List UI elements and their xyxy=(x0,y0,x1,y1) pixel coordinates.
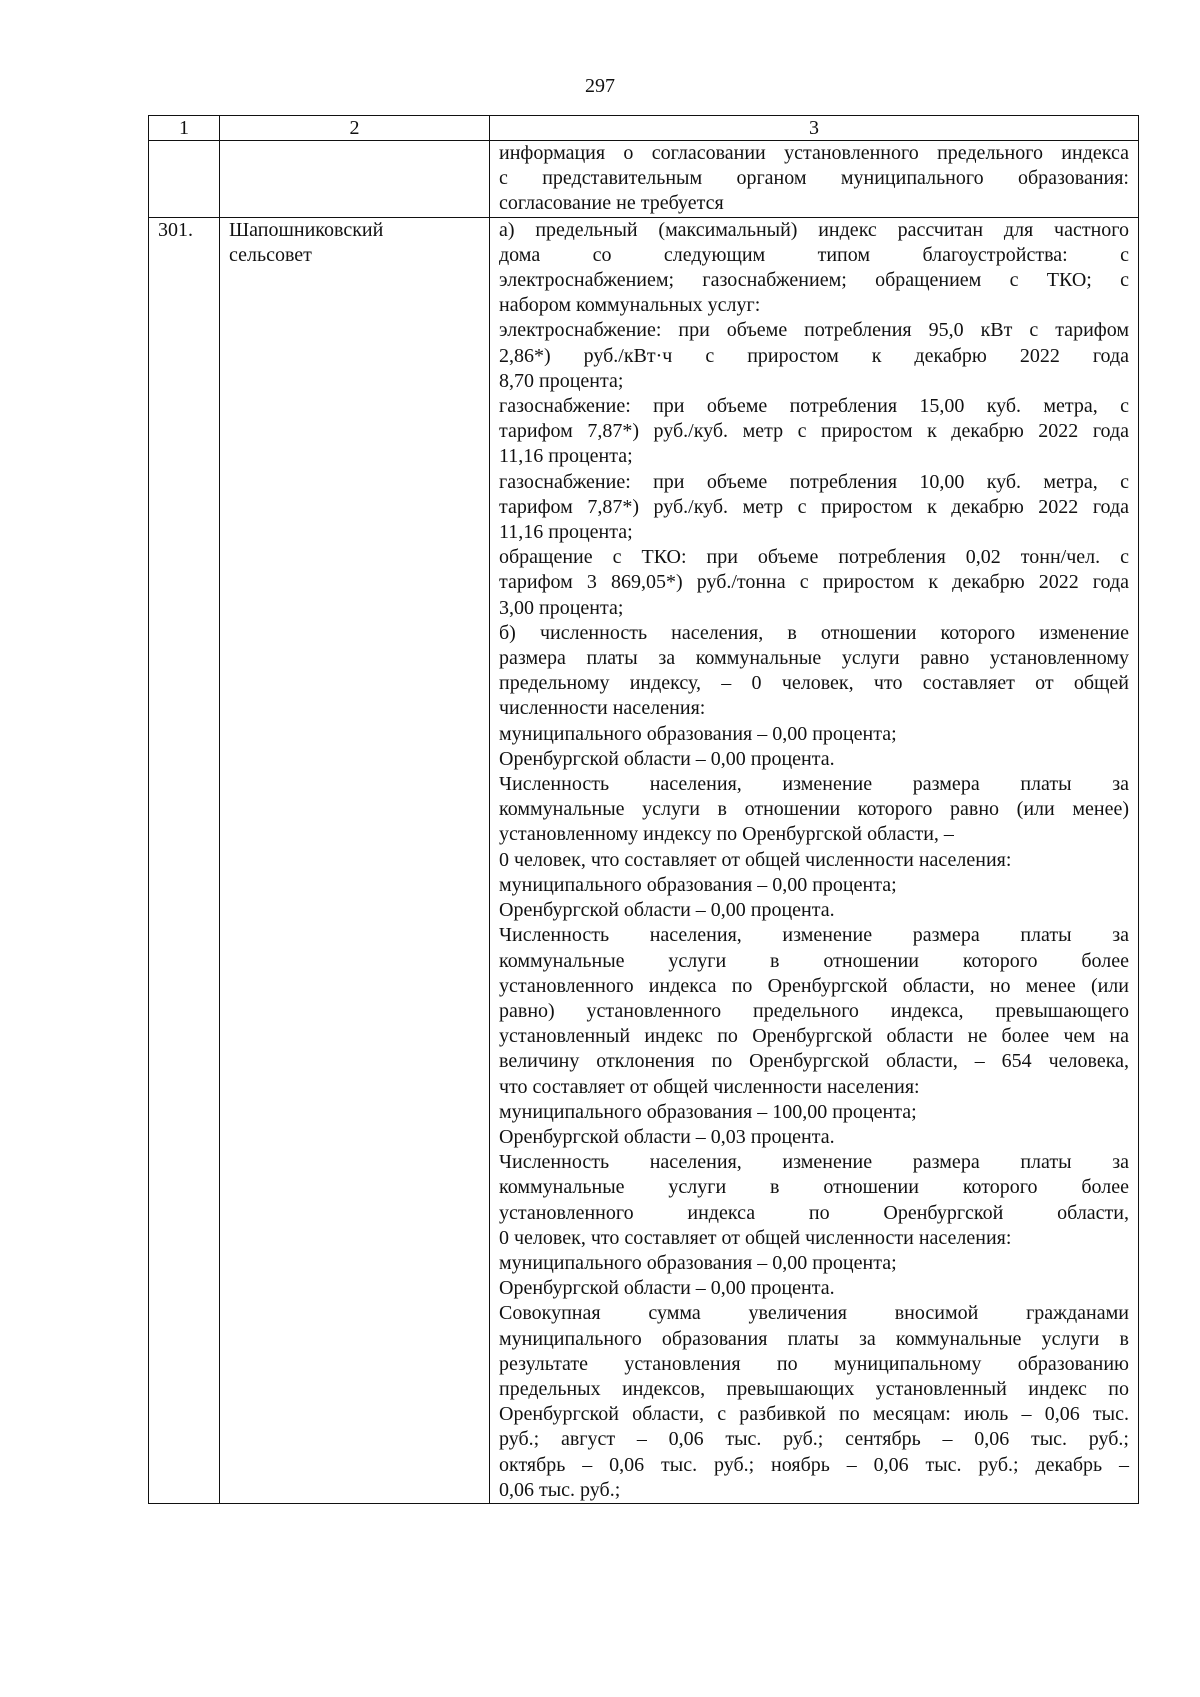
description-line: с представительным органом муниципального образования: xyxy=(499,167,1129,190)
description-line: тарифом 7,87*) руб./куб. метр с приростом к декабрю 2022 года xyxy=(499,420,1129,443)
description-line: дома со следующим типом благоустройства: с xyxy=(499,243,1129,266)
description-line: величину отклонения по Оренбургской области, – 654 человека, xyxy=(499,1050,1129,1073)
description-line: муниципального образования – 0,00 процента; xyxy=(499,873,897,896)
description-line: 0,06 тыс. руб.; xyxy=(499,1478,621,1501)
description-line: газоснабжение: при объеме потребления 15,00 куб. метра, с xyxy=(499,395,1129,418)
description-line: 8,70 процента; xyxy=(499,369,624,392)
description-cell xyxy=(490,141,1139,218)
description-line: Оренбургской области, с разбивкой по месяцам: июль – 0,06 тыс. xyxy=(499,1403,1129,1426)
description-line: муниципального образования – 0,00 процента; xyxy=(499,1251,897,1274)
description-line: равно) установленного предельного индекса, превышающего xyxy=(499,999,1129,1022)
description-line: установленному индексу по Оренбургской области, – xyxy=(499,823,954,846)
description-line: установленного индекса по Оренбургской области, но менее (или xyxy=(499,974,1129,997)
document-table xyxy=(148,115,1139,1504)
row-number-cell xyxy=(149,141,220,218)
description-cell xyxy=(490,217,1139,1503)
description-line: Численность населения, изменение размера платы за xyxy=(499,773,1129,796)
page-number: 297 xyxy=(585,75,615,97)
column-header-2: 2 xyxy=(220,116,490,141)
description-line: численности населения: xyxy=(499,697,706,720)
description-line: предельных индексов, превышающих установленный индекс по xyxy=(499,1377,1129,1400)
description-line: коммунальные услуги в отношении которого равно (или менее) xyxy=(499,798,1129,821)
description-line: информация о согласовании установленного предельного индекса xyxy=(499,142,1129,164)
description-line: обращение с ТКО: при объеме потребления 0,02 тонн/чел. с xyxy=(499,546,1129,569)
description-line: Оренбургской области – 0,03 процента. xyxy=(499,1125,835,1148)
description-line: 11,16 процента; xyxy=(499,521,633,544)
description-line: 0 человек, что составляет от общей численности населения: xyxy=(499,1226,1012,1249)
table-header-row xyxy=(149,116,1139,141)
description-line: муниципального образования – 0,00 процента; xyxy=(499,722,897,745)
description-line: 11,16 процента; xyxy=(499,445,633,468)
description-line: октябрь – 0,06 тыс. руб.; ноябрь – 0,06 тыс. руб.; декабрь – xyxy=(499,1453,1129,1476)
description-line: Численность населения, изменение размера платы за xyxy=(499,924,1129,947)
description-line: что составляет от общей численности населения: xyxy=(499,1075,920,1098)
municipality-name-line: Шапошниковский xyxy=(229,218,384,241)
description-line: 0 человек, что составляет от общей численности населения: xyxy=(499,848,1012,871)
column-header-1: 1 xyxy=(149,116,220,141)
description-line: муниципального образования платы за коммунальные услуги в xyxy=(499,1327,1129,1350)
description-line: б) численность населения, в отношении которого изменение xyxy=(499,621,1129,644)
description-line: установленный индекс по Оренбургской области не более чем на xyxy=(499,1025,1129,1048)
column-header-3: 3 xyxy=(490,116,1139,141)
description-line: газоснабжение: при объеме потребления 10,00 куб. метра, с xyxy=(499,470,1129,493)
table-row xyxy=(149,141,1139,218)
description-line: электроснабжение: при объеме потребления 95,0 кВт с тарифом xyxy=(499,319,1129,342)
description-line: электроснабжением; газоснабжением; обращением с ТКО; с xyxy=(499,269,1129,292)
description-line: Совокупная сумма увеличения вносимой гражданами xyxy=(499,1302,1129,1325)
municipality-name-line: сельсовет xyxy=(229,243,312,266)
description-line: тарифом 3 869,05*) руб./тонна с приростом к декабрю 2022 года xyxy=(499,571,1129,594)
description-line: предельному индексу, – 0 человек, что составляет от общей xyxy=(499,672,1129,695)
row-number-cell: 301. xyxy=(149,217,220,1503)
description-line: 2,86*) руб./кВт·ч с приростом к декабрю 2022 года xyxy=(499,344,1129,367)
description-line: тарифом 7,87*) руб./куб. метр с приростом к декабрю 2022 года xyxy=(499,495,1129,518)
description-line: согласование не требуется xyxy=(499,192,724,215)
description-line: 3,00 процента; xyxy=(499,596,624,619)
description-line: Оренбургской области – 0,00 процента. xyxy=(499,899,835,922)
description-line: результате установления по муниципальному образованию xyxy=(499,1352,1129,1375)
description-line: муниципального образования – 100,00 процента; xyxy=(499,1100,917,1123)
table-row xyxy=(149,217,1139,1503)
description-line: набором коммунальных услуг: xyxy=(499,294,761,317)
description-line: Численность населения, изменение размера платы за xyxy=(499,1151,1129,1174)
municipality-name-cell xyxy=(220,141,490,218)
description-line: установленного индекса по Оренбургской области, xyxy=(499,1201,1129,1224)
description-line: а) предельный (максимальный) индекс рассчитан для частного xyxy=(499,218,1129,241)
description-line: коммунальные услуги в отношении которого более xyxy=(499,1176,1129,1199)
description-line: руб.; август – 0,06 тыс. руб.; сентябрь – 0,06 тыс. руб.; xyxy=(499,1428,1129,1451)
description-line: коммунальные услуги в отношении которого более xyxy=(499,949,1129,972)
description-line: Оренбургской области – 0,00 процента. xyxy=(499,747,835,770)
description-line: размера платы за коммунальные услуги равно установленному xyxy=(499,647,1129,670)
description-line: Оренбургской области – 0,00 процента. xyxy=(499,1277,835,1300)
municipality-name-cell xyxy=(220,217,490,1503)
